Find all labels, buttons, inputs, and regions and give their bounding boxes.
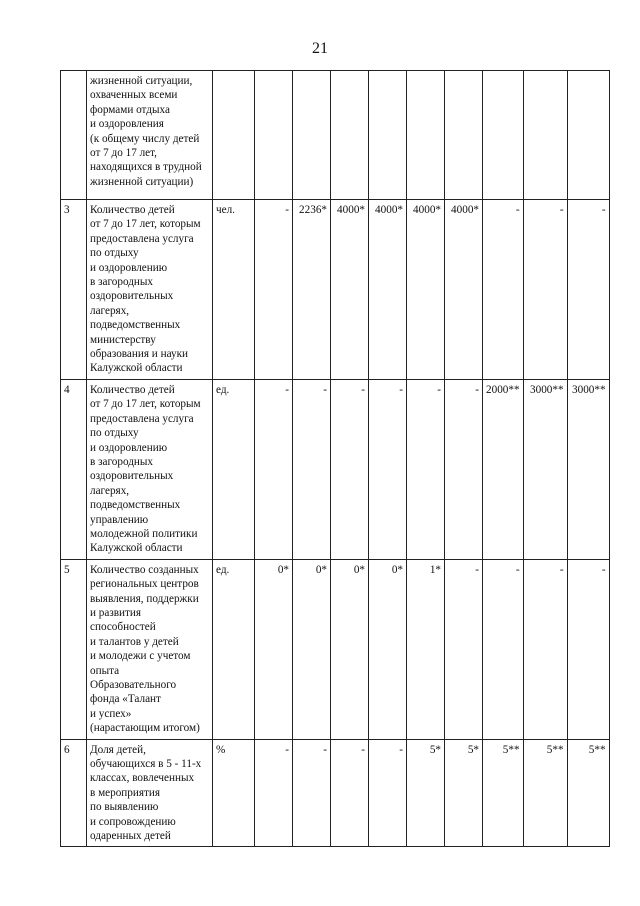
year-value-cell: 3000**	[567, 379, 609, 559]
year-value-cell: 5*	[407, 739, 445, 847]
year-value-cell: 4000*	[331, 200, 369, 380]
year-value-cell	[255, 71, 293, 200]
year-value-cell: 5**	[567, 739, 609, 847]
table-row	[61, 200, 610, 380]
year-value-cell: -	[331, 379, 369, 559]
year-value-cell: -	[369, 379, 407, 559]
table-row	[61, 559, 610, 739]
indicators-table	[60, 70, 610, 847]
year-value-cell: 2236*	[293, 200, 331, 380]
indicator-name: Доля детей, обучающихся в 5 - 11-х классах, вовлеченных в мероприятия по выявлению и сопровождению одаренных детей	[87, 739, 213, 847]
row-number: 5	[61, 559, 87, 739]
year-value-cell: 4000*	[407, 200, 445, 380]
year-value-cell: -	[369, 739, 407, 847]
year-value-cell: -	[483, 200, 524, 380]
year-value-cell: -	[255, 379, 293, 559]
year-value-cell: -	[567, 559, 609, 739]
year-value-cell: -	[445, 559, 483, 739]
year-value-cell: -	[293, 739, 331, 847]
indicator-name: Количество созданных региональных центров выявления, поддержки и развития способностей и талантов у детей и молодежи с учетом опыта Образовательного фонда «Талант и успех» (нарастающим итогом)	[87, 559, 213, 739]
unit-of-measure: чел.	[213, 200, 255, 380]
year-value-cell: 2000**	[483, 379, 524, 559]
indicator-name: жизненной ситуации, охваченных всеми формами отдыха и оздоровления (к общему числу детей от 7 до 17 лет, находящихся в трудной жизненной ситуации)	[87, 71, 213, 200]
year-value-cell: 0*	[255, 559, 293, 739]
unit-of-measure: %	[213, 739, 255, 847]
row-number	[61, 71, 87, 200]
year-value-cell: 0*	[331, 559, 369, 739]
year-value-cell: 0*	[369, 559, 407, 739]
year-value-cell	[331, 71, 369, 200]
year-value-cell	[567, 71, 609, 200]
indicator-name: Количество детей от 7 до 17 лет, которым предоставлена услуга по отдыху и оздоровлению в загородных оздоровительных лагерях, подведомственных управлению молодежной политики Калужской области	[87, 379, 213, 559]
year-value-cell: 4000*	[445, 200, 483, 380]
year-value-cell	[483, 71, 524, 200]
unit-of-measure	[213, 71, 255, 200]
year-value-cell	[293, 71, 331, 200]
year-value-cell: -	[567, 200, 609, 380]
year-value-cell	[445, 71, 483, 200]
year-value-cell: -	[255, 739, 293, 847]
year-value-cell: -	[255, 200, 293, 380]
year-value-cell: -	[523, 200, 567, 380]
year-value-cell: -	[331, 739, 369, 847]
table-row	[61, 71, 610, 200]
row-number: 3	[61, 200, 87, 380]
year-value-cell	[407, 71, 445, 200]
row-number: 6	[61, 739, 87, 847]
indicator-name: Количество детей от 7 до 17 лет, которым предоставлена услуга по отдыху и оздоровлению в загородных оздоровительных лагерях, подведомственных министерству образования и науки Калужской области	[87, 200, 213, 380]
page-number: 21	[312, 40, 328, 57]
year-value-cell: -	[523, 559, 567, 739]
year-value-cell: 0*	[293, 559, 331, 739]
table-row	[61, 379, 610, 559]
year-value-cell: -	[407, 379, 445, 559]
year-value-cell: 4000*	[369, 200, 407, 380]
year-value-cell: 5**	[483, 739, 524, 847]
year-value-cell: -	[293, 379, 331, 559]
year-value-cell: 5*	[445, 739, 483, 847]
table-row	[61, 739, 610, 847]
year-value-cell: -	[483, 559, 524, 739]
year-value-cell: 5**	[523, 739, 567, 847]
year-value-cell: 1*	[407, 559, 445, 739]
row-number: 4	[61, 379, 87, 559]
unit-of-measure: ед.	[213, 559, 255, 739]
year-value-cell: 3000**	[523, 379, 567, 559]
year-value-cell	[523, 71, 567, 200]
year-value-cell: -	[445, 379, 483, 559]
unit-of-measure: ед.	[213, 379, 255, 559]
year-value-cell	[369, 71, 407, 200]
